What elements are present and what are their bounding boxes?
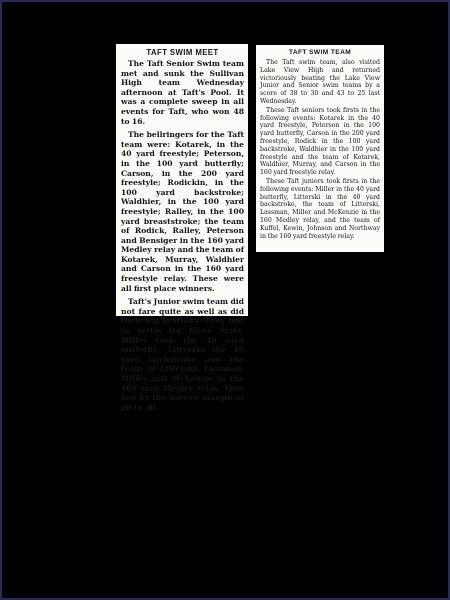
newspaper-clipping-taft-swim-meet <box>116 44 248 412</box>
clipping-paragraph: The Taft swim team, also visited Lake View High and returned victoriously beating the Lake View Junior and Senior swim teams by a score of 38 to 30 and 43 to 25 last Wednesday. <box>260 59 380 105</box>
clipping-paragraph: Taft's Junior swim team did not fare quite as well as did their big brothers—they had to settle for three firsts. Miller took the 40 yard butterfly; Litterski the 40 yard backstroke and the team of Litterski, Lassman, Miller and McKenzie in the 160 yard Medley relay. They lost by the narrow margin of 28 to 30. <box>121 297 244 412</box>
clipping-paragraph: These Taft seniors took firsts in the following events: Kotarek in the 40 yard freestyle, Peterson in the 100 yard butterfly, Carson in the 200 yard freestyle, Rodick in the 100 yard backstroke, Waldhier in the 100 yard freestyle and the team of Kotarek, Waldhier, Murray, and Carson in the 160 yard freestyle relay. <box>260 106 380 177</box>
clipping-headline: TAFT SWIM MEET <box>146 48 219 57</box>
clipping-paragraph: These Taft juniors took firsts in the following events: Miller in the 40 yard butterfly, Litterski in the 40 yard backstroke, the team of Litterski, Lassman, Miller and McKenzie in the 160 Medley relay, and the team of Kuffel, Kewin, Johnson and Northway in the 160 yard freestyle relay. <box>260 177 380 240</box>
newspaper-clipping-taft-swim-team <box>256 45 384 252</box>
clipping-paragraph: The Taft Senior Swim team met and sunk the Sullivan High team Wednesday afternoon at Taft's Pool. It was a complete sweep in all events for Taft, who won 48 to 16. <box>121 59 244 126</box>
clipping-headline: TAFT SWIM TEAM <box>288 49 352 56</box>
clipping-paragraph: The bellringers for the Taft team were: Kotarek, in the 40 yard freestyle; Peterson, in the 100 yard butterfly; Carson, in the 200 yard freestyle; Rodickin, in the 100 yard backstroke; Waldhier, in the 100 yard freestyle; Ralley, in the 100 yard breaststroke; the team of Rodick, Ralley, Peterson and Bensiger in the 160 yard Medley relay and the team of Kotarek, Murray, Waldhier and Carson in the 160 yard freestyle relay. These were all first place winners. <box>121 130 244 293</box>
